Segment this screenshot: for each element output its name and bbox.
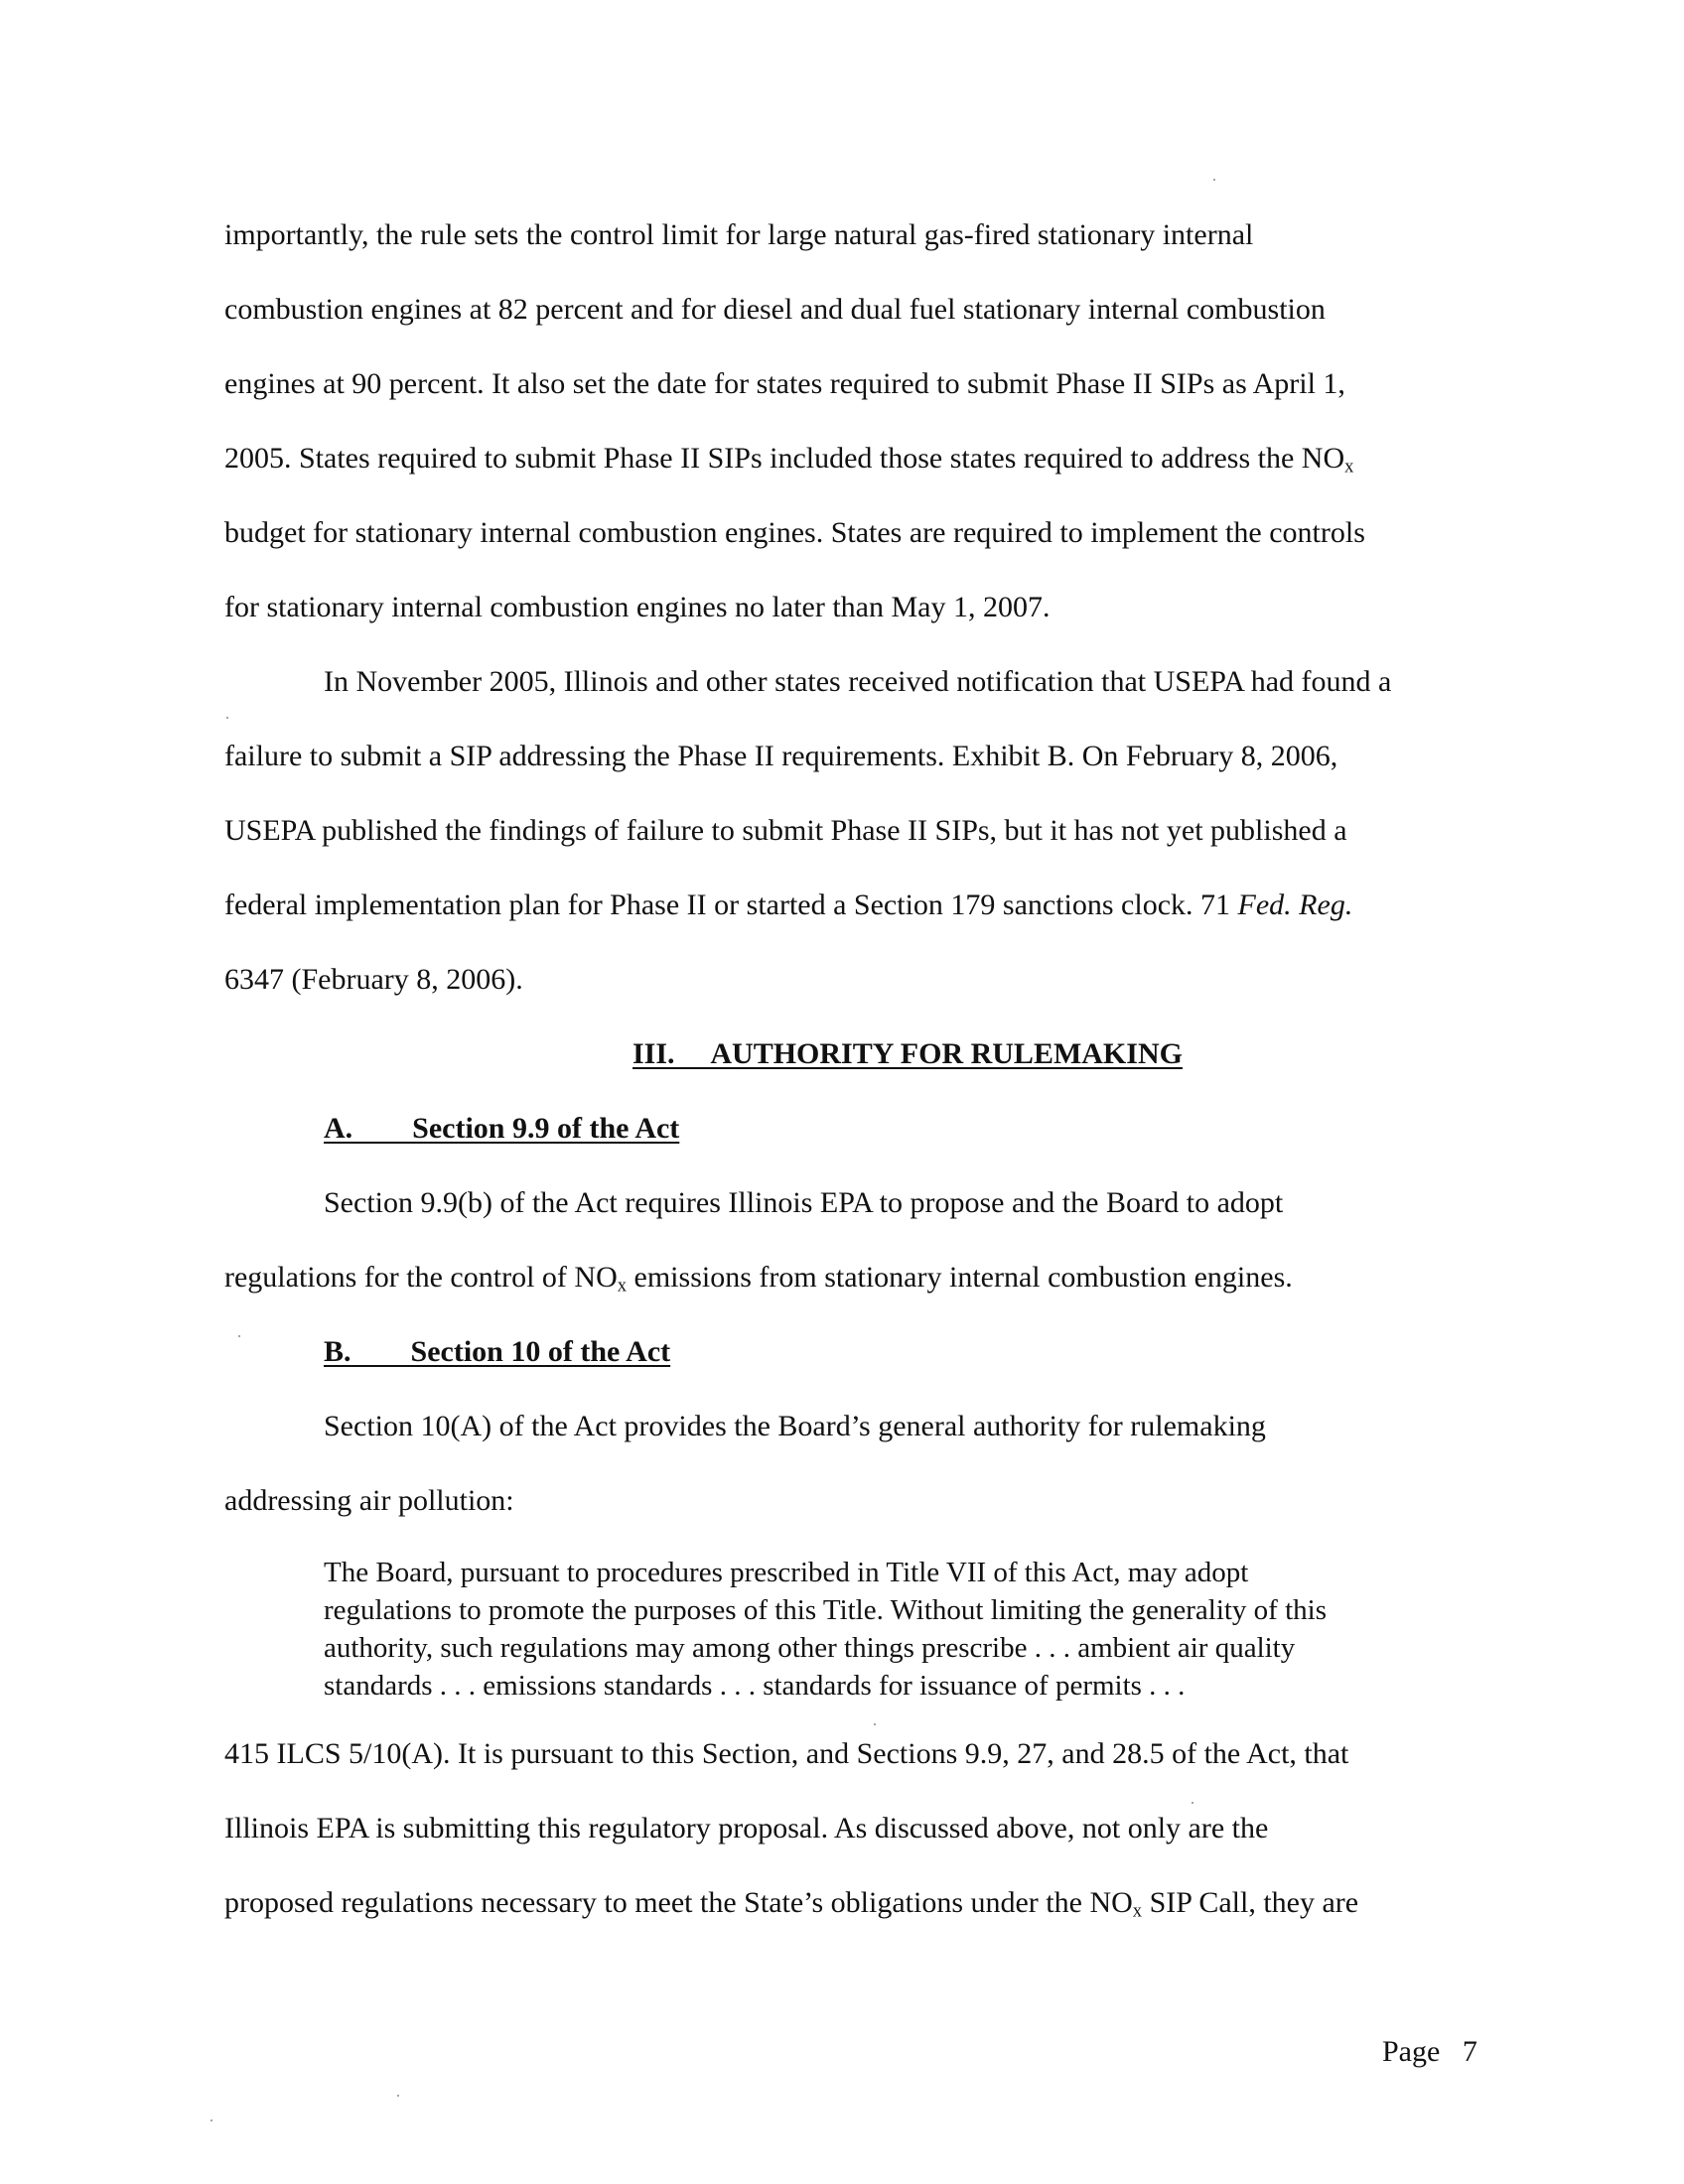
scan-speck (1213, 179, 1215, 181)
text-line: addressing air pollution: (224, 1484, 514, 1517)
quote-line: authority, such regulations may among other things prescribe . . . ambient air quality (324, 1632, 1296, 1664)
text-span: federal implementation plan for Phase II or started a Section 179 sanctions clock. 71 (224, 888, 1238, 921)
text-line: failure to submit a SIP addressing the Phase II requirements. Exhibit B. On February 8, 2006, (224, 740, 1338, 772)
quote-line: The Board, pursuant to procedures prescribed in Title VII of this Act, may adopt (324, 1557, 1249, 1588)
section-heading-authority: III. AUTHORITY FOR RULEMAKING (632, 1037, 1183, 1070)
scan-speck (238, 1335, 240, 1337)
text-line: Section 10(A) of the Act provides the Board’s general authority for rulemaking (324, 1410, 1266, 1442)
text-line: for stationary internal combustion engines no later than May 1, 2007. (224, 591, 1051, 623)
subscript: x (617, 1275, 628, 1297)
text-span: emissions from stationary internal combustion engines. (627, 1261, 1293, 1294)
scan-speck (210, 2119, 212, 2121)
text-line (224, 1886, 1358, 1920)
text-line (224, 1261, 1293, 1295)
quote-line: regulations to promote the purposes of this Title. Without limiting the generality of this (324, 1594, 1327, 1626)
subscript: x (1132, 1900, 1143, 1922)
text-line: Illinois EPA is submitting this regulatory proposal. As discussed above, not only are the (224, 1812, 1269, 1844)
page-number: Page 7 (1382, 2035, 1477, 2068)
scan-speck (226, 717, 228, 719)
text-span: regulations for the control of NO (224, 1261, 618, 1294)
scan-speck (1192, 1802, 1193, 1804)
text-line: engines at 90 percent. It also set the date for states required to submit Phase II SIPs as April 1, (224, 367, 1345, 400)
text-span: proposed regulations necessary to meet the State’s obligations under the NO (224, 1886, 1133, 1919)
citation-italic: Fed. Reg. (1237, 888, 1353, 921)
quote-line: standards . . . emissions standards . . . standards for issuance of permits . . . (324, 1670, 1186, 1702)
text-line: 415 ILCS 5/10(A). It is pursuant to this Section, and Sections 9.9, 27, and 28.5 of the Act, that (224, 1737, 1349, 1770)
text-line: In November 2005, Illinois and other states received notification that USEPA had found a (324, 665, 1392, 698)
block-quote (324, 1554, 1466, 1705)
text-span: 2005. States required to submit Phase II SIPs included those states required to address the NO (224, 442, 1345, 475)
subscript: x (1344, 456, 1354, 478)
scan-speck (397, 2095, 399, 2097)
text-span: SIP Call, they are (1142, 1886, 1359, 1919)
text-line: 6347 (February 8, 2006). (224, 963, 523, 996)
text-line: Section 9.9(b) of the Act requires Illinois EPA to propose and the Board to adopt (324, 1186, 1284, 1219)
text-line (224, 442, 1353, 476)
scan-speck (874, 1723, 876, 1725)
text-line: combustion engines at 82 percent and for diesel and dual fuel stationary internal combustion (224, 293, 1326, 326)
section-a-heading: A. Section 9.9 of the Act (324, 1112, 680, 1145)
section-b-heading: B. Section 10 of the Act (324, 1335, 671, 1368)
text-line: USEPA published the findings of failure to submit Phase II SIPs, but it has not yet published a (224, 814, 1347, 847)
text-line (224, 888, 1352, 922)
text-line: budget for stationary internal combustion engines. States are required to implement the controls (224, 516, 1365, 549)
text-line: importantly, the rule sets the control limit for large natural gas-fired stationary internal (224, 218, 1254, 251)
